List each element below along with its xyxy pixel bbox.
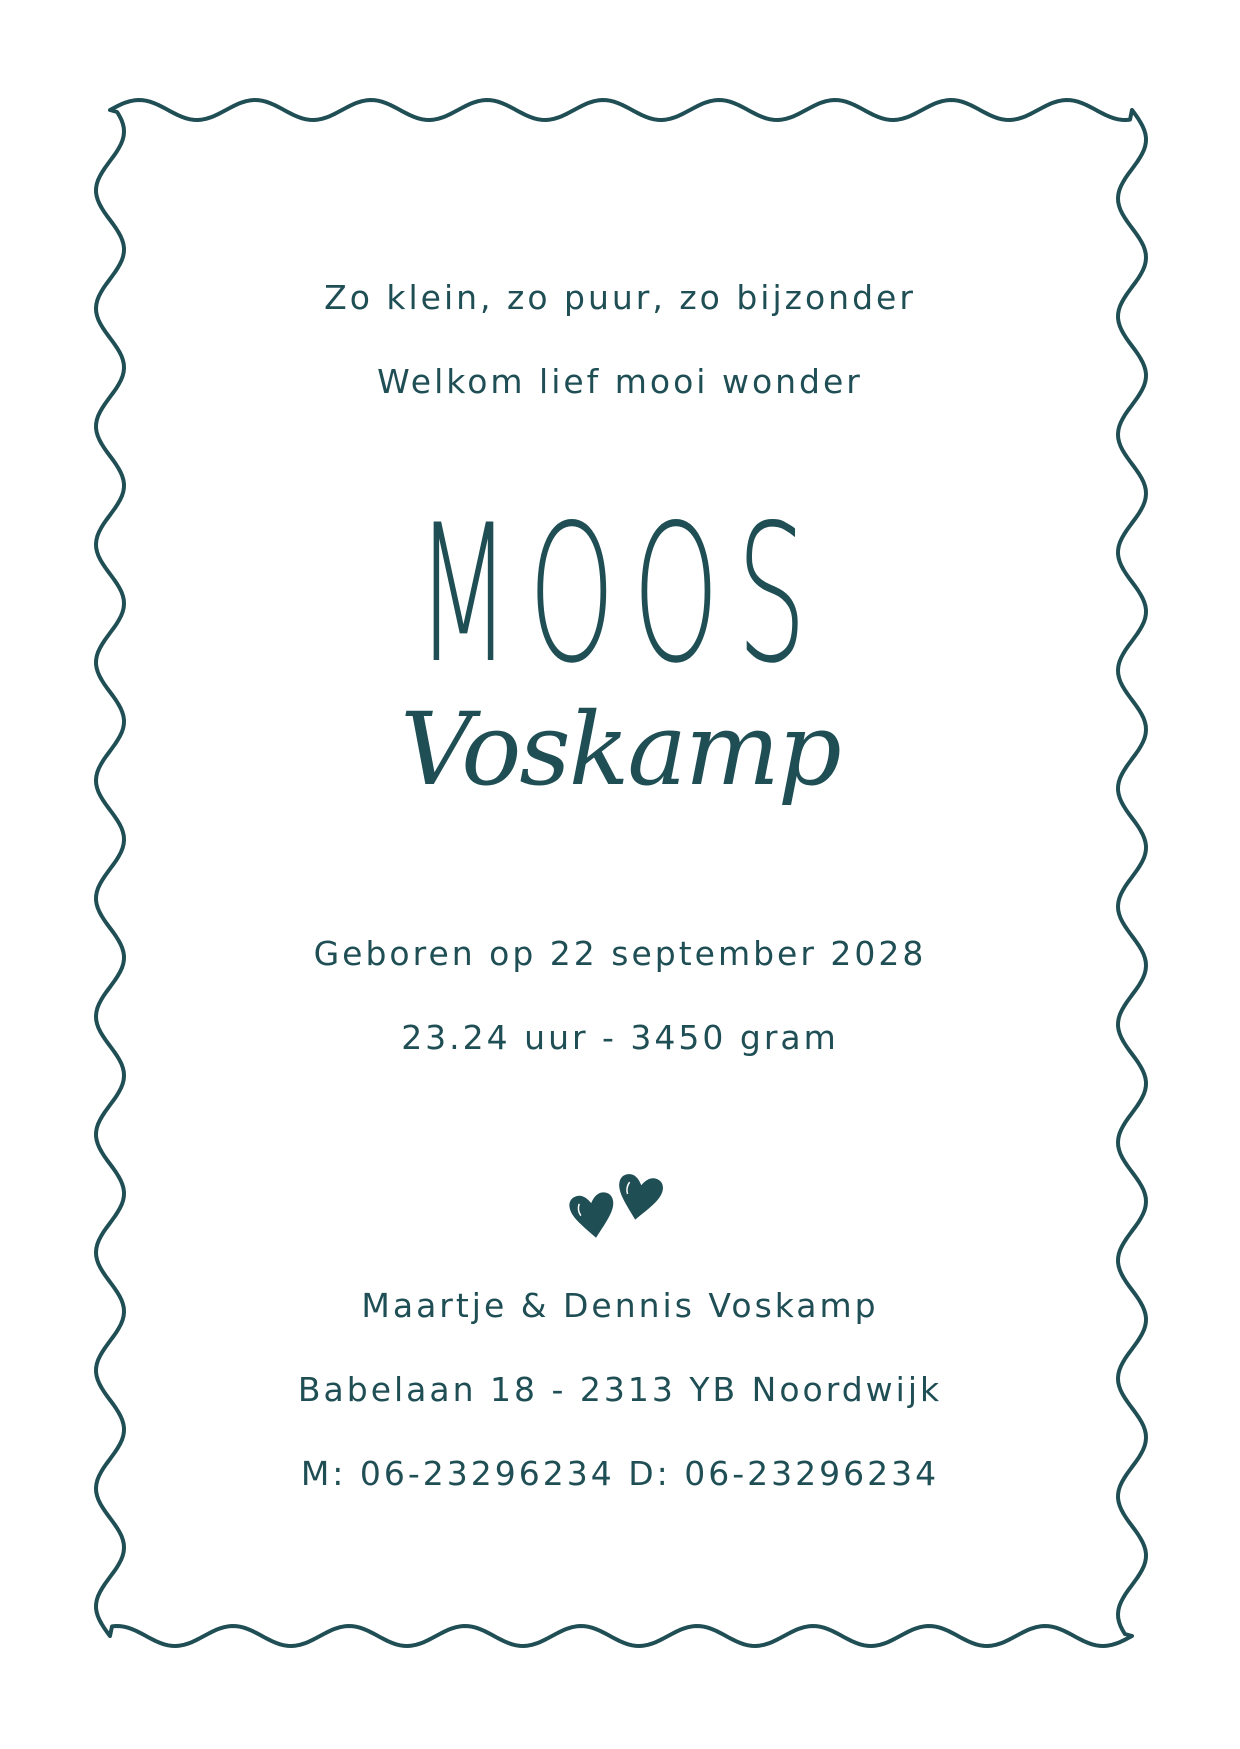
two-hearts-icon <box>565 1170 675 1260</box>
parents-names: Maartje & Dennis Voskamp <box>361 1286 879 1325</box>
tagline-line-1: Zo klein, zo puur, zo bijzonder <box>324 278 916 317</box>
baby-last-name: Voskamp <box>400 691 840 808</box>
address: Babelaan 18 - 2313 YB Noordwijk <box>297 1370 943 1409</box>
baby-first-name: MOOS <box>415 484 825 705</box>
birth-time-weight: 23.24 uur - 3450 gram <box>401 1018 839 1057</box>
birth-date: Geboren op 22 september 2028 <box>313 934 927 973</box>
tagline-line-2: Welkom lief mooi wonder <box>377 362 863 401</box>
phone-numbers: M: 06-23296234 D: 06-23296234 <box>300 1454 940 1493</box>
